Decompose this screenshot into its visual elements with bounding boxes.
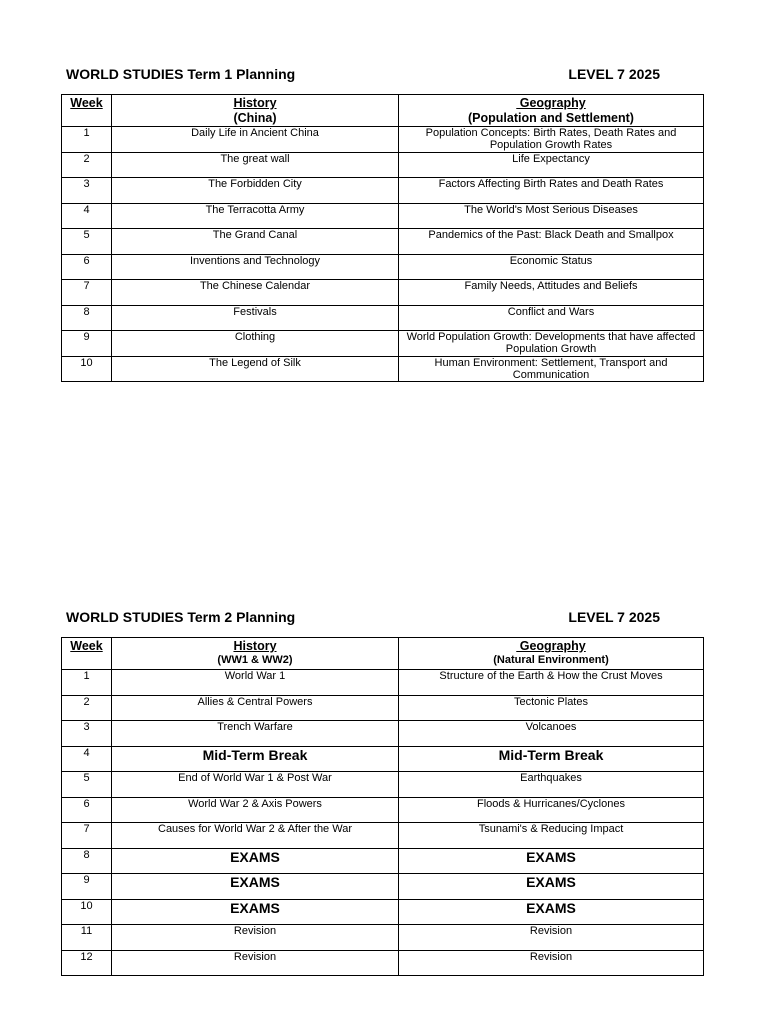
history-cell: EXAMS [112, 874, 399, 900]
table-row [62, 797, 704, 823]
week-cell: 6 [62, 254, 112, 280]
geography-cell: Economic Status [399, 254, 704, 280]
history-cell: Causes for World War 2 & After the War [112, 823, 399, 849]
week-cell: 1 [62, 670, 112, 696]
week-cell: 8 [62, 848, 112, 874]
geography-cell: Pandemics of the Past: Black Death and Smallpox [399, 229, 704, 255]
history-cell: The Terracotta Army [112, 203, 399, 229]
table-row [62, 899, 704, 925]
geography-header [399, 638, 704, 670]
geography-cell: Tectonic Plates [399, 695, 704, 721]
history-header-label: History [233, 96, 277, 110]
history-cell: The Forbidden City [112, 178, 399, 204]
history-header [112, 638, 399, 670]
week-cell: 10 [62, 356, 112, 382]
table-row [62, 848, 704, 874]
table-row [62, 695, 704, 721]
history-cell: End of World War 1 & Post War [112, 772, 399, 798]
week-cell: 2 [62, 695, 112, 721]
term1-section [61, 66, 703, 382]
week-cell: 11 [62, 925, 112, 951]
history-cell: The Legend of Silk [112, 356, 399, 382]
geography-cell: Volcanoes [399, 721, 704, 747]
geography-cell: Revision [399, 950, 704, 976]
term1-table [61, 94, 704, 382]
week-cell: 5 [62, 772, 112, 798]
week-cell: 7 [62, 823, 112, 849]
history-cell: EXAMS [112, 848, 399, 874]
history-cell: The Grand Canal [112, 229, 399, 255]
history-header-label: History [233, 639, 277, 653]
history-cell: Clothing [112, 331, 399, 357]
geography-cell: Revision [399, 925, 704, 951]
week-cell: 9 [62, 874, 112, 900]
week-cell: 4 [62, 746, 112, 772]
table-row [62, 229, 704, 255]
geography-cell: Floods & Hurricanes/Cyclones [399, 797, 704, 823]
history-cell: Revision [112, 925, 399, 951]
term2-level: LEVEL 7 2025 [568, 609, 660, 625]
week-cell: 3 [62, 721, 112, 747]
term2-table [61, 637, 704, 976]
table-row [62, 178, 704, 204]
geography-cell: Structure of the Earth & How the Crust Moves [399, 670, 704, 696]
table-row [62, 721, 704, 747]
geography-cell: EXAMS [399, 848, 704, 874]
table-row [62, 925, 704, 951]
table-row [62, 746, 704, 772]
term2-title: WORLD STUDIES Term 2 Planning [66, 609, 296, 625]
table-row [62, 331, 704, 357]
history-cell: World War 1 [112, 670, 399, 696]
geography-cell: Mid-Term Break [399, 746, 704, 772]
term1-title: WORLD STUDIES Term 1 Planning [66, 66, 296, 82]
week-header: Week [62, 95, 112, 127]
week-cell: 4 [62, 203, 112, 229]
history-header [112, 95, 399, 127]
geography-header [399, 95, 704, 127]
table-row [62, 874, 704, 900]
history-header-sub: (China) [233, 111, 277, 125]
history-cell: The Chinese Calendar [112, 280, 399, 306]
geography-cell: Life Expectancy [399, 152, 704, 178]
geography-cell: EXAMS [399, 874, 704, 900]
table-row [62, 356, 704, 382]
table-row [62, 280, 704, 306]
geography-header-label: Geography [516, 96, 586, 110]
geography-header-sub: (Natural Environment) [493, 654, 609, 666]
term2-header-row [62, 638, 704, 670]
week-cell: 7 [62, 280, 112, 306]
week-cell: 10 [62, 899, 112, 925]
geography-cell: Conflict and Wars [399, 305, 704, 331]
history-cell: Festivals [112, 305, 399, 331]
geography-cell: Factors Affecting Birth Rates and Death Rates [399, 178, 704, 204]
table-row [62, 203, 704, 229]
week-cell: 8 [62, 305, 112, 331]
history-cell: The great wall [112, 152, 399, 178]
week-cell: 9 [62, 331, 112, 357]
history-cell: Mid-Term Break [112, 746, 399, 772]
table-row [62, 772, 704, 798]
table-row [62, 254, 704, 280]
table-row [62, 670, 704, 696]
geography-cell: Earthquakes [399, 772, 704, 798]
term2-section [61, 609, 703, 976]
geography-header-sub: (Population and Settlement) [468, 111, 634, 125]
term1-header-row [62, 95, 704, 127]
week-cell: 1 [62, 127, 112, 153]
geography-cell: The World's Most Serious Diseases [399, 203, 704, 229]
geography-cell: World Population Growth: Developments that have affected Population Growth [399, 331, 704, 357]
week-cell: 12 [62, 950, 112, 976]
geography-header-label: Geography [516, 639, 586, 653]
history-cell: Revision [112, 950, 399, 976]
history-cell: Inventions and Technology [112, 254, 399, 280]
history-cell: Trench Warfare [112, 721, 399, 747]
geography-cell: Tsunami's & Reducing Impact [399, 823, 704, 849]
week-cell: 2 [62, 152, 112, 178]
history-cell: World War 2 & Axis Powers [112, 797, 399, 823]
history-cell: EXAMS [112, 899, 399, 925]
history-header-sub: (WW1 & WW2) [217, 654, 293, 666]
table-row [62, 950, 704, 976]
geography-cell: Human Environment: Settlement, Transport and Communication [399, 356, 704, 382]
geography-cell: EXAMS [399, 899, 704, 925]
week-cell: 6 [62, 797, 112, 823]
term2-title-row [66, 609, 703, 625]
geography-cell: Population Concepts: Birth Rates, Death Rates and Population Growth Rates [399, 127, 704, 153]
week-cell: 5 [62, 229, 112, 255]
table-row [62, 152, 704, 178]
week-cell: 3 [62, 178, 112, 204]
table-row [62, 127, 704, 153]
geography-cell: Family Needs, Attitudes and Beliefs [399, 280, 704, 306]
table-row [62, 823, 704, 849]
week-header: Week [62, 638, 112, 670]
term1-title-row [66, 66, 703, 82]
term1-level: LEVEL 7 2025 [568, 66, 660, 82]
table-row [62, 305, 704, 331]
history-cell: Allies & Central Powers [112, 695, 399, 721]
history-cell: Daily Life in Ancient China [112, 127, 399, 153]
